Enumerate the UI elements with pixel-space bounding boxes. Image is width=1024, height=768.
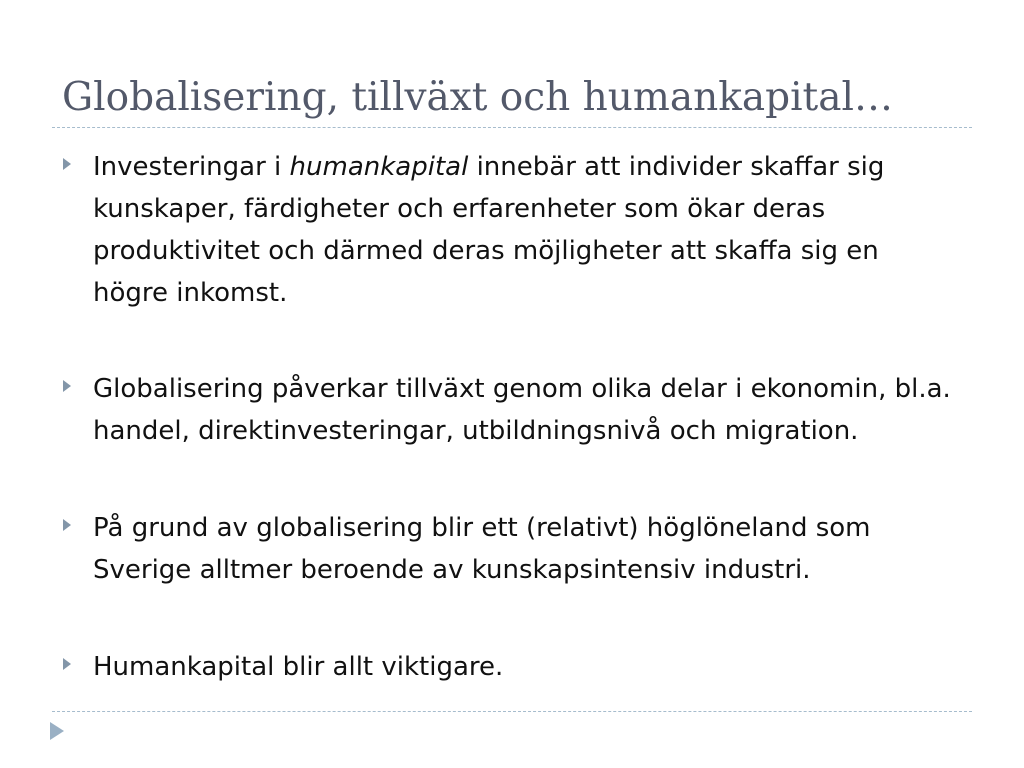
bullet-triangle-icon	[63, 380, 71, 392]
bullet-item-1	[63, 146, 953, 314]
bullet-item-4	[63, 646, 953, 688]
bullet-triangle-icon	[63, 519, 71, 531]
footer-divider	[52, 711, 972, 712]
bullet-text: Humankapital blir allt viktigare.	[93, 652, 504, 682]
slide-title: Globalisering, tillväxt och humankapital…	[62, 75, 893, 120]
bullet-text-end: innebär att individer skaffar sig kunskaper, färdigheter och erfarenheter som ökar deras produktivitet och därmed deras möjligheter att skaffa sig en högre inkomst.	[93, 152, 885, 308]
title-divider	[52, 127, 972, 128]
bullet-text	[93, 146, 953, 314]
bullet-text: Globalisering påverkar tillväxt genom olika delar i ekonomin, bl.a. handel, direktinvesteringar, utbildningsnivå och migration.	[93, 374, 951, 446]
bullet-triangle-icon	[63, 158, 71, 170]
bullet-text-start: Investeringar i	[93, 152, 290, 182]
bullet-triangle-icon	[63, 658, 71, 670]
bullet-emphasis: humankapital	[289, 152, 469, 182]
bullet-item-2	[63, 368, 953, 452]
bullet-text: På grund av globalisering blir ett (relativt) höglöneland som Sverige alltmer beroende av kunskapsintensiv industri.	[93, 513, 871, 585]
corner-triangle-icon	[50, 722, 64, 740]
bullet-item-3	[63, 507, 953, 591]
